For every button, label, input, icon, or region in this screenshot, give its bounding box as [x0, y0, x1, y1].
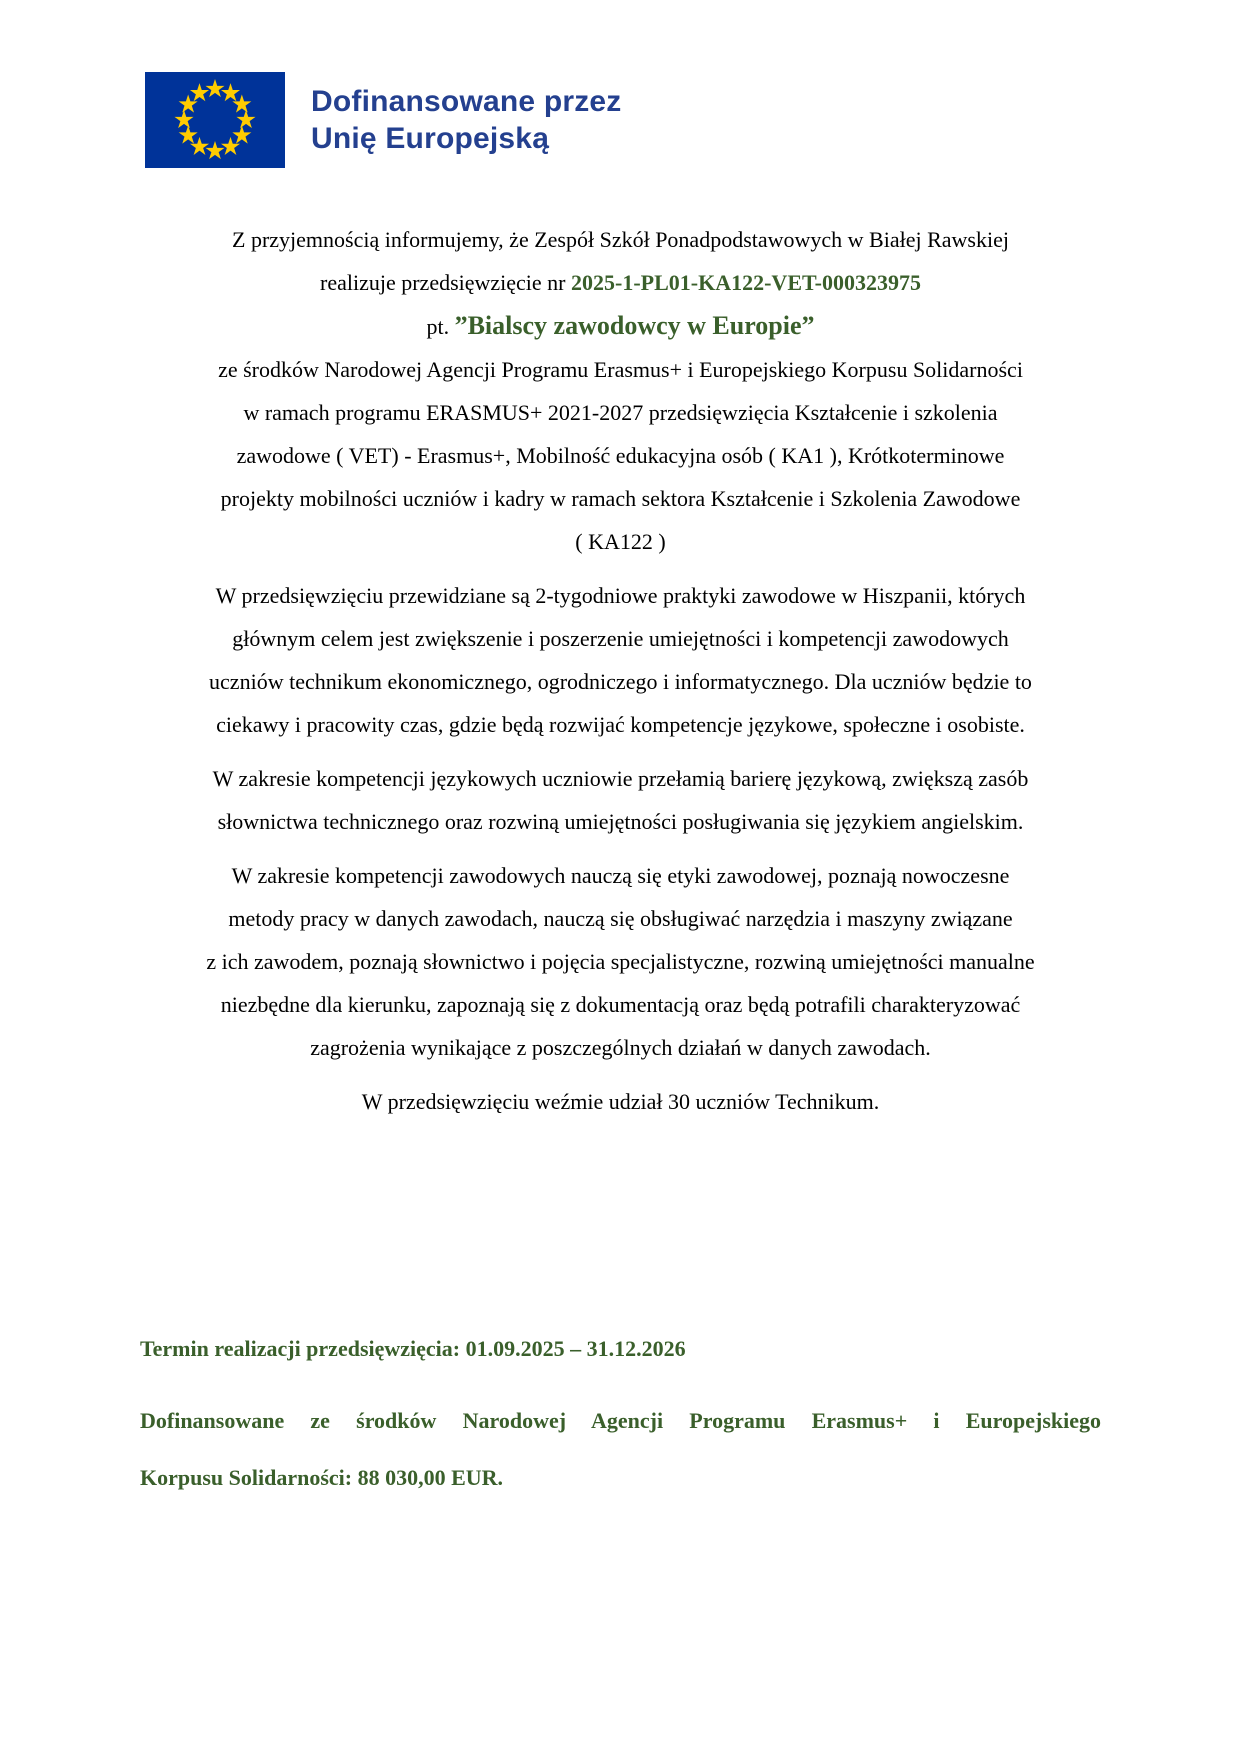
intro-line-2-prefix: realizuje przedsięwzięcie nr	[320, 270, 572, 295]
vocational-line-5: zagrożenia wynikające z poszczególnych działań w danych zawodach.	[310, 1035, 931, 1060]
intro-line-2	[140, 261, 1101, 304]
funding-line-2: Korpusu Solidarności: 88 030,00 EUR.	[140, 1465, 504, 1490]
paragraph-practices	[140, 574, 1101, 746]
intro-line-8: ( KA122 )	[575, 529, 666, 554]
practices-line-1: W przedsięwzięciu przewidziane są 2-tygodniowe praktyki zawodowe w Hiszpanii, których	[215, 583, 1026, 608]
funding-line-1: Dofinansowane ze środków Narodowej Agencji Programu Erasmus+ i Europejskiego	[140, 1408, 1101, 1433]
intro-line-3	[140, 304, 1101, 348]
project-term: Termin realizacji przedsięwzięcia: 01.09.2025 – 31.12.2026	[140, 1336, 686, 1361]
project-title: ”Bialscy zawodowcy w Europie”	[454, 311, 815, 340]
funding-info	[140, 1392, 1101, 1506]
document-content	[140, 218, 1101, 1134]
eu-logo	[145, 72, 622, 168]
vocational-line-4: niezbędne dla kierunku, zapoznają się z dokumentacją oraz będą potrafili charakteryzować	[220, 992, 1021, 1017]
eu-logo-text-line1: Dofinansowane przez	[311, 85, 622, 118]
eu-flag-icon	[145, 72, 285, 168]
project-number: 2025-1-PL01-KA122-VET-000323975	[571, 270, 921, 295]
paragraph-vocational	[140, 854, 1101, 1069]
practices-line-2: głównym celem jest zwiększenie i poszerzenie umiejętności i kompetencji zawodowych	[232, 626, 1009, 651]
practices-line-3: uczniów technikum ekonomicznego, ogrodniczego i informatycznego. Dla uczniów będzie to	[209, 669, 1032, 694]
paragraph-participants	[140, 1080, 1101, 1123]
vocational-line-2: metody pracy w danych zawodach, nauczą się obsługiwać narzędzia i maszyny związane	[228, 906, 1013, 931]
paragraph-language	[140, 757, 1101, 843]
vocational-line-1: W zakresie kompetencji zawodowych nauczą się etyki zawodowej, poznają nowoczesne	[231, 863, 1010, 888]
vocational-line-3: z ich zawodem, poznają słownictwo i pojęcia specjalistyczne, rozwiną umiejętności manualne	[206, 949, 1035, 974]
intro-line-3-prefix: pt.	[426, 314, 455, 339]
intro-line-6: zawodowe ( VET) - Erasmus+, Mobilność edukacyjna osób ( KA1 ), Krótkoterminowe	[236, 443, 1005, 468]
intro-line-5: w ramach programu ERASMUS+ 2021-2027 przedsięwzięcia Kształcenie i szkolenia	[243, 400, 998, 425]
language-line-1: W zakresie kompetencji językowych uczniowie przełamią barierę językową, zwiększą zasób	[212, 766, 1029, 791]
intro-line-4: ze środków Narodowej Agencji Programu Erasmus+ i Europejskiego Korpusu Solidarności	[218, 357, 1023, 382]
practices-line-4: ciekawy i pracowity czas, gdzie będą rozwijać kompetencje językowe, społeczne i osobiste.	[216, 712, 1025, 737]
paragraph-intro	[140, 218, 1101, 563]
intro-line-7: projekty mobilności uczniów i kadry w ramach sektora Kształcenie i Szkolenia Zawodowe	[220, 486, 1021, 511]
eu-logo-text-line2: Unię Europejską	[311, 122, 550, 155]
language-line-2: słownictwa technicznego oraz rozwiną umiejętności posługiwania się językiem angielskim.	[217, 809, 1024, 834]
participants-line-1: W przedsięwzięciu weźmie udział 30 uczniów Technikum.	[361, 1089, 880, 1114]
intro-line-1: Z przyjemnością informujemy, że Zespół Szkół Ponadpodstawowych w Białej Rawskiej	[232, 227, 1009, 252]
eu-logo-text	[311, 83, 622, 157]
